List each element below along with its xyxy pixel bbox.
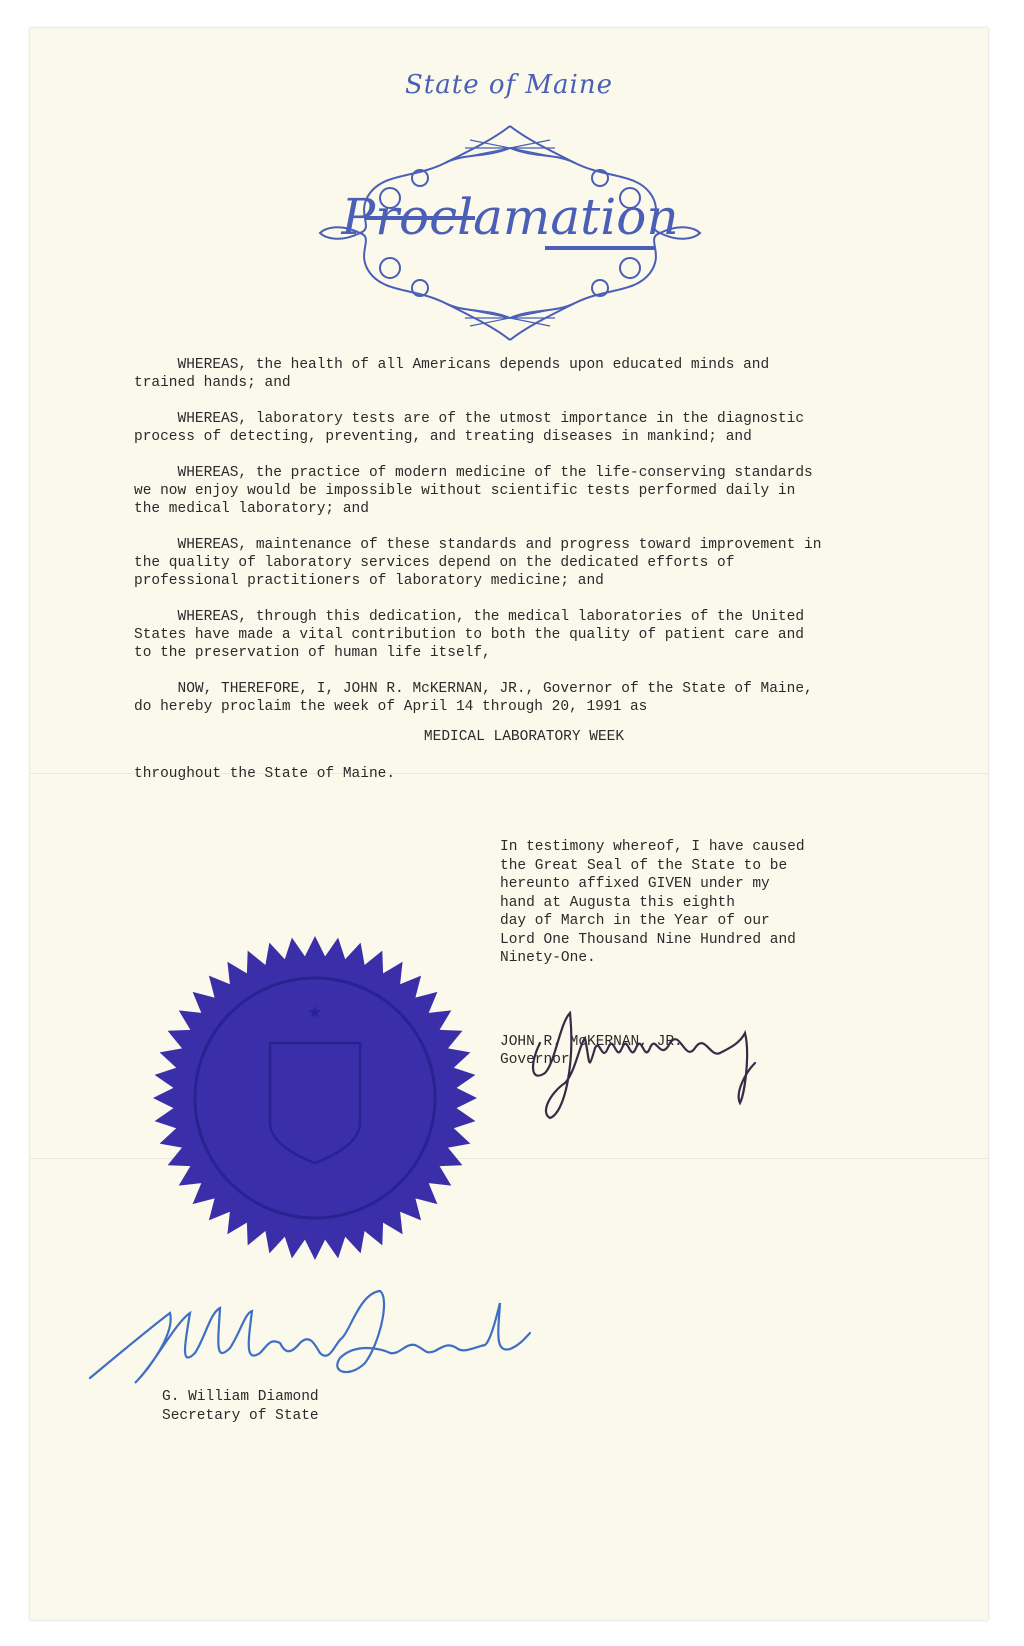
proclamation-title: Proclamation [341, 188, 679, 246]
seal-starburst [153, 936, 477, 1260]
secretary-signature [80, 1283, 560, 1413]
testimony-paragraph: In testimony whereof, I have caused the Great Seal of the State to be hereunto affixed GIVEN under my hand at Augusta this eighth day of March in the Year of our Lord One Thousand Nine Hundred and Ninety-One. [500, 839, 805, 966]
seal-star-icon: ★ [307, 999, 323, 1026]
governor-signature [530, 1003, 790, 1123]
secretary-block [162, 1388, 319, 1426]
closing-line: throughout the State of Maine. [134, 766, 396, 782]
proclamation-emblem [295, 118, 725, 348]
governor-name: JOHN R. McKERNAN, JR. [500, 1034, 683, 1050]
whereas-paragraph: WHEREAS, through this dedication, the medical laboratories of the United States have made a vital contribution to both the quality of patient care and to the preservation of human life itself, [134, 609, 805, 661]
whereas-paragraph: WHEREAS, maintenance of these standards and progress toward improvement in the quality of laboratory services depend on the dedicated efforts of professional practitioners of laboratory medicine; and [134, 537, 822, 589]
whereas-paragraph: WHEREAS, the health of all Americans depends upon educated minds and trained hands; and [134, 357, 770, 391]
secretary-name: G. William Diamond [162, 1389, 319, 1405]
proclamation-document [30, 28, 988, 1620]
whereas-paragraph: WHEREAS, laboratory tests are of the utmost importance in the diagnostic process of detecting, preventing, and treating diseases in mankind; and [134, 411, 805, 445]
proclaimed-event: MEDICAL LABORATORY WEEK [423, 729, 625, 745]
state-title: State of Maine [405, 70, 613, 100]
secretary-title: Secretary of State [162, 1408, 319, 1424]
whereas-paragraph: WHEREAS, the practice of modern medicine of the life-conserving standards we now enjoy would be impossible without scientific tests performed daily in the medical laboratory; and [134, 465, 813, 517]
state-seal [150, 933, 480, 1263]
governor-title: Governor [500, 1052, 570, 1068]
proclaim-paragraph: NOW, THEREFORE, I, JOHN R. McKERNAN, JR., Governor of the State of Maine, do hereby proclaim the week of April 14 through 20, 1991 as [134, 681, 813, 715]
